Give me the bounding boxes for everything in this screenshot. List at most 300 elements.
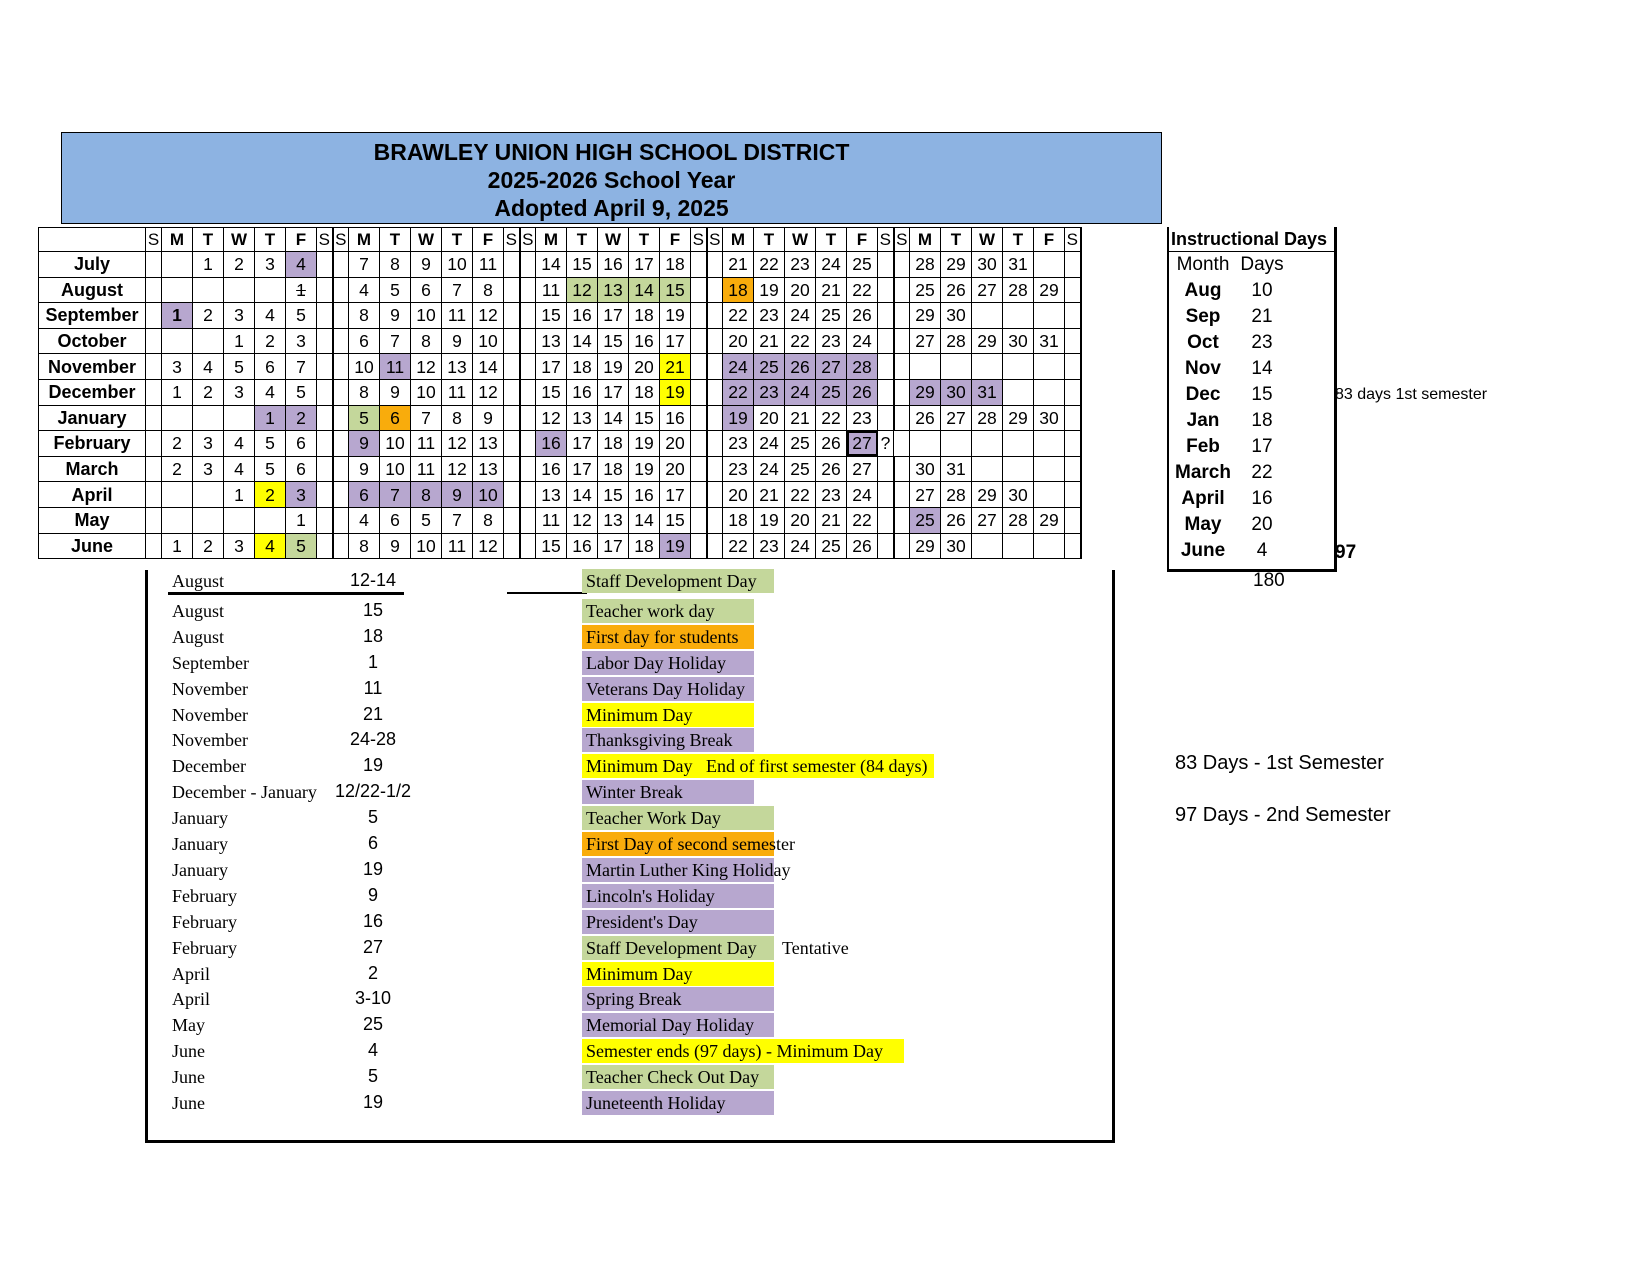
empty-cell <box>520 533 536 559</box>
empty-cell <box>878 456 894 482</box>
instructional-days: 23 <box>1251 332 1273 353</box>
day-cell: 10 <box>473 482 504 508</box>
legend-row <box>148 806 1108 830</box>
day-cell: 19 <box>754 277 785 303</box>
weekday-header: T <box>193 228 224 252</box>
legend-month: November <box>172 730 248 751</box>
day-cell: 6 <box>411 277 442 303</box>
empty-cell <box>707 354 723 380</box>
instructional-row <box>1169 278 1334 304</box>
weekday-header: W <box>411 228 442 252</box>
day-cell: 12 <box>442 456 473 482</box>
empty-cell <box>504 354 520 380</box>
empty-cell <box>691 379 707 405</box>
day-cell: 3 <box>224 533 255 559</box>
day-cell: 18 <box>598 456 629 482</box>
day-cell: 19 <box>723 405 754 431</box>
empty-cell <box>333 533 349 559</box>
empty-cell <box>333 354 349 380</box>
empty-cell <box>707 252 723 278</box>
day-cell: 6 <box>349 482 380 508</box>
legend-month: November <box>172 704 248 725</box>
legend-event: Winter Break <box>582 780 754 804</box>
empty-cell <box>255 507 286 533</box>
empty-cell <box>146 354 162 380</box>
weekday-header: S <box>894 228 910 252</box>
empty-cell <box>894 303 910 329</box>
second-semester-summary: 97 Days - 2nd Semester <box>1175 804 1391 826</box>
weekday-header: S <box>333 228 349 252</box>
legend-row <box>148 1013 1108 1037</box>
weekday-header: F <box>1034 228 1065 252</box>
day-cell: 7 <box>349 252 380 278</box>
empty-cell <box>1065 431 1081 457</box>
legend-month: January <box>172 808 228 829</box>
day-cell: 3 <box>255 252 286 278</box>
day-cell: 17 <box>598 379 629 405</box>
empty-cell <box>972 303 1003 329</box>
day-cell: 7 <box>380 328 411 354</box>
empty-cell <box>333 431 349 457</box>
empty-cell <box>317 303 333 329</box>
empty-cell <box>894 482 910 508</box>
day-cell: 30 <box>910 456 941 482</box>
day-cell: 31 <box>972 379 1003 405</box>
legend-row <box>148 625 1108 649</box>
empty-cell <box>146 303 162 329</box>
day-cell: 12 <box>536 405 567 431</box>
legend-month: June <box>172 1093 205 1113</box>
day-cell: 26 <box>816 456 847 482</box>
day-cell: 2 <box>224 252 255 278</box>
empty-cell <box>1065 507 1081 533</box>
day-cell: 29 <box>1034 507 1065 533</box>
day-cell: 21 <box>660 354 691 380</box>
legend-month: August <box>172 626 225 647</box>
day-cell: 11 <box>473 252 504 278</box>
day-cell: 25 <box>754 354 785 380</box>
empty-cell <box>333 456 349 482</box>
day-cell: 15 <box>567 252 598 278</box>
day-cell: 24 <box>785 379 816 405</box>
day-cell: 6 <box>380 507 411 533</box>
instructional-month: April <box>1181 488 1225 509</box>
day-cell: 19 <box>660 303 691 329</box>
empty-cell <box>162 482 193 508</box>
day-cell: 22 <box>847 277 878 303</box>
empty-cell <box>504 507 520 533</box>
day-cell: 15 <box>629 405 660 431</box>
empty-cell <box>894 379 910 405</box>
empty-cell <box>1065 252 1081 278</box>
day-cell: 18 <box>723 277 754 303</box>
day-cell: 3 <box>224 379 255 405</box>
instructional-days: 18 <box>1251 410 1273 431</box>
day-cell: 27 <box>972 507 1003 533</box>
empty-cell <box>333 328 349 354</box>
day-cell: 8 <box>442 405 473 431</box>
day-cell: 10 <box>473 328 504 354</box>
empty-cell <box>707 303 723 329</box>
day-cell: 4 <box>255 533 286 559</box>
legend-month: June <box>172 1041 205 1062</box>
day-cell: 10 <box>411 533 442 559</box>
legend-row <box>148 599 1108 623</box>
day-cell: 16 <box>598 252 629 278</box>
day-cell: 8 <box>349 303 380 329</box>
instructional-row <box>1169 408 1334 434</box>
instructional-days: 22 <box>1251 462 1273 483</box>
day-cell: 26 <box>941 507 972 533</box>
day-cell: 6 <box>380 405 411 431</box>
legend-event: Spring Break <box>582 987 774 1011</box>
legend-row <box>148 987 1108 1011</box>
legend-month: November <box>172 678 248 699</box>
empty-cell <box>520 277 536 303</box>
empty-cell <box>691 482 707 508</box>
day-cell: 11 <box>442 379 473 405</box>
legend-row <box>148 728 1108 752</box>
empty-cell <box>317 507 333 533</box>
empty-cell <box>941 354 972 380</box>
empty-cell <box>894 252 910 278</box>
day-cell: 7 <box>442 507 473 533</box>
legend-date: 1 <box>367 651 378 672</box>
empty-cell <box>317 354 333 380</box>
empty-cell <box>1003 431 1034 457</box>
day-cell: 5 <box>286 303 317 329</box>
day-cell: 23 <box>847 405 878 431</box>
day-cell: 15 <box>660 507 691 533</box>
empty-cell <box>504 303 520 329</box>
day-cell: 24 <box>847 328 878 354</box>
day-cell: 20 <box>785 277 816 303</box>
empty-cell <box>1034 456 1065 482</box>
legend-row <box>148 780 1108 804</box>
day-cell: 11 <box>536 277 567 303</box>
empty-cell <box>910 354 941 380</box>
month-label: September <box>39 303 146 329</box>
legend-date: 19 <box>362 858 384 879</box>
day-cell: 15 <box>536 379 567 405</box>
legend-row <box>148 703 1108 727</box>
empty-cell <box>162 405 193 431</box>
legend-event: Staff Development Day <box>582 936 774 960</box>
instructional-days: 20 <box>1251 514 1273 535</box>
day-cell: 11 <box>380 354 411 380</box>
legend-event: President's Day <box>582 910 774 934</box>
empty-cell <box>707 328 723 354</box>
instructional-row <box>1169 434 1334 460</box>
day-cell: 9 <box>380 303 411 329</box>
day-cell: 3 <box>286 328 317 354</box>
legend-row <box>148 858 1108 882</box>
day-cell: 24 <box>754 431 785 457</box>
instructional-days: 4 <box>1256 540 1268 561</box>
day-cell: 26 <box>785 354 816 380</box>
empty-cell <box>162 507 193 533</box>
day-cell: 4 <box>224 456 255 482</box>
legend-event: Staff Development Day <box>582 569 774 593</box>
day-cell: 13 <box>536 482 567 508</box>
day-cell: 20 <box>785 507 816 533</box>
day-cell: 16 <box>629 328 660 354</box>
day-cell: 26 <box>941 277 972 303</box>
day-cell: 30 <box>941 533 972 559</box>
empty-cell <box>333 482 349 508</box>
day-cell: 31 <box>1003 252 1034 278</box>
day-cell: 1 <box>224 328 255 354</box>
day-cell: 19 <box>629 456 660 482</box>
empty-cell <box>520 405 536 431</box>
legend-row <box>148 569 1108 593</box>
month-label: December <box>39 379 146 405</box>
empty-cell <box>1034 252 1065 278</box>
day-cell: 11 <box>411 431 442 457</box>
empty-cell <box>1034 482 1065 508</box>
day-cell: 4 <box>193 354 224 380</box>
semester1-note: 83 days 1st semester <box>1335 386 1488 403</box>
day-cell: 11 <box>536 507 567 533</box>
day-cell: 19 <box>754 507 785 533</box>
empty-cell <box>878 303 894 329</box>
day-cell: 3 <box>193 456 224 482</box>
day-cell: 24 <box>785 533 816 559</box>
day-cell: 28 <box>847 354 878 380</box>
empty-cell <box>1003 456 1034 482</box>
empty-cell <box>878 252 894 278</box>
empty-cell <box>162 277 193 303</box>
empty-cell <box>520 507 536 533</box>
empty-cell <box>878 328 894 354</box>
day-cell: 29 <box>910 533 941 559</box>
empty-cell <box>691 431 707 457</box>
day-cell: 25 <box>816 303 847 329</box>
day-cell: 25 <box>816 379 847 405</box>
weekday-header: T <box>255 228 286 252</box>
empty-cell <box>317 277 333 303</box>
day-cell: 17 <box>598 533 629 559</box>
legend-date: 3-10 <box>354 988 392 1009</box>
day-cell: 1 <box>193 252 224 278</box>
empty-cell <box>878 379 894 405</box>
day-cell: 11 <box>442 303 473 329</box>
weekday-header: S <box>317 228 333 252</box>
legend-month: April <box>172 963 210 984</box>
legend-month: June <box>172 1067 205 1088</box>
weekday-header: T <box>442 228 473 252</box>
legend-date: 18 <box>362 625 384 646</box>
day-cell: 13 <box>473 431 504 457</box>
day-cell: 26 <box>816 431 847 457</box>
empty-cell <box>691 328 707 354</box>
day-cell: 9 <box>380 379 411 405</box>
day-cell: 4 <box>286 252 317 278</box>
day-cell: 14 <box>629 277 660 303</box>
legend-row <box>148 884 1108 908</box>
day-cell: 21 <box>754 328 785 354</box>
day-cell: 4 <box>224 431 255 457</box>
empty-cell <box>894 328 910 354</box>
empty-cell <box>504 277 520 303</box>
day-cell: 28 <box>1003 277 1034 303</box>
day-cell: 15 <box>660 277 691 303</box>
weekday-header: F <box>847 228 878 252</box>
empty-cell <box>224 507 255 533</box>
day-cell: 7 <box>442 277 473 303</box>
day-cell: 20 <box>723 328 754 354</box>
calendar-header <box>61 132 1162 224</box>
day-cell: 9 <box>349 431 380 457</box>
empty-cell <box>317 431 333 457</box>
day-cell: 16 <box>567 379 598 405</box>
empty-cell <box>520 328 536 354</box>
day-cell: 31 <box>1034 328 1065 354</box>
empty-cell <box>691 533 707 559</box>
day-cell: 11 <box>442 533 473 559</box>
day-cell: 25 <box>910 507 941 533</box>
day-cell: 14 <box>567 328 598 354</box>
day-cell: 2 <box>162 456 193 482</box>
day-cell: 15 <box>536 533 567 559</box>
day-cell: 10 <box>380 431 411 457</box>
day-cell: 31 <box>941 456 972 482</box>
empty-cell <box>1034 431 1065 457</box>
day-cell: 1 <box>286 507 317 533</box>
empty-cell <box>162 328 193 354</box>
day-cell: 27 <box>910 482 941 508</box>
legend-date: 19 <box>362 755 384 776</box>
day-cell: 17 <box>629 252 660 278</box>
day-cell: 28 <box>941 482 972 508</box>
empty-cell <box>691 405 707 431</box>
empty-cell <box>520 379 536 405</box>
weekday-header: T <box>816 228 847 252</box>
day-cell: 9 <box>411 252 442 278</box>
instructional-month: Jan <box>1186 410 1220 431</box>
day-cell: 18 <box>723 507 754 533</box>
day-cell: 1 <box>286 277 317 303</box>
empty-cell <box>894 507 910 533</box>
day-cell: 14 <box>598 405 629 431</box>
day-cell: 8 <box>349 379 380 405</box>
instructional-days: 10 <box>1251 280 1273 301</box>
day-cell: 29 <box>910 303 941 329</box>
empty-cell <box>146 507 162 533</box>
empty-cell <box>193 328 224 354</box>
instructional-month: Aug <box>1184 280 1222 301</box>
day-cell: 13 <box>442 354 473 380</box>
instructional-month: Nov <box>1185 358 1221 379</box>
day-cell: 26 <box>847 303 878 329</box>
day-cell: 7 <box>286 354 317 380</box>
day-cell: 9 <box>442 328 473 354</box>
legend-event: Lincoln's Holiday <box>582 884 774 908</box>
empty-cell <box>878 405 894 431</box>
empty-cell <box>1065 482 1081 508</box>
day-cell: 30 <box>1003 328 1034 354</box>
day-cell: 13 <box>473 456 504 482</box>
weekday-header: W <box>785 228 816 252</box>
instructional-month: Dec <box>1185 384 1221 405</box>
legend-month: February <box>172 885 237 906</box>
day-cell: 10 <box>442 252 473 278</box>
day-cell: 13 <box>567 405 598 431</box>
month-label: February <box>39 431 146 457</box>
day-cell: 26 <box>910 405 941 431</box>
empty-cell <box>504 405 520 431</box>
day-cell: 18 <box>660 252 691 278</box>
empty-cell <box>1065 379 1081 405</box>
day-cell: 22 <box>785 482 816 508</box>
empty-cell <box>691 303 707 329</box>
day-cell: 8 <box>380 252 411 278</box>
instructional-days-subheader <box>1169 252 1334 278</box>
day-cell: 16 <box>536 431 567 457</box>
weekday-header: S <box>504 228 520 252</box>
empty-cell <box>1003 303 1034 329</box>
weekday-header: F <box>473 228 504 252</box>
weekday-header: S <box>520 228 536 252</box>
day-cell: 22 <box>754 252 785 278</box>
day-cell: 1 <box>255 405 286 431</box>
day-cell: 28 <box>1003 507 1034 533</box>
day-cell: 12 <box>411 354 442 380</box>
day-cell: 6 <box>255 354 286 380</box>
day-cell: 25 <box>816 533 847 559</box>
legend-date: 24-28 <box>349 729 397 750</box>
month-label: April <box>39 482 146 508</box>
legend-date: 25 <box>362 1014 384 1035</box>
legend-event: First Day of second semester <box>582 832 774 856</box>
day-cell: 14 <box>473 354 504 380</box>
day-cell: 1 <box>162 379 193 405</box>
district-name: BRAWLEY UNION HIGH SCHOOL DISTRICT <box>373 139 850 165</box>
day-cell: 22 <box>785 328 816 354</box>
empty-cell <box>317 379 333 405</box>
empty-cell <box>146 482 162 508</box>
day-cell: 20 <box>660 456 691 482</box>
weekday-header: T <box>941 228 972 252</box>
empty-cell <box>1034 533 1065 559</box>
instructional-month: March <box>1175 462 1231 483</box>
day-cell: 4 <box>349 277 380 303</box>
day-cell: 6 <box>349 328 380 354</box>
day-cell: 26 <box>847 533 878 559</box>
weekday-header: F <box>286 228 317 252</box>
legend-event: Minimum Day <box>582 962 774 986</box>
month-column-label: Month <box>1176 254 1230 275</box>
day-cell: 2 <box>193 533 224 559</box>
legend-date: 15 <box>362 599 384 620</box>
legend-date: 16 <box>362 910 384 931</box>
day-cell: 8 <box>411 328 442 354</box>
instructional-row <box>1169 382 1334 408</box>
weekday-header: T <box>629 228 660 252</box>
empty-cell <box>317 533 333 559</box>
day-cell: 27 <box>847 431 878 457</box>
day-cell: 5 <box>255 456 286 482</box>
day-cell: 7 <box>380 482 411 508</box>
day-cell: 24 <box>816 252 847 278</box>
empty-cell <box>162 252 193 278</box>
day-cell: 5 <box>411 507 442 533</box>
empty-cell <box>707 277 723 303</box>
empty-cell <box>317 252 333 278</box>
empty-cell <box>504 456 520 482</box>
legend-row <box>148 962 1108 986</box>
instructional-days: 14 <box>1251 358 1273 379</box>
